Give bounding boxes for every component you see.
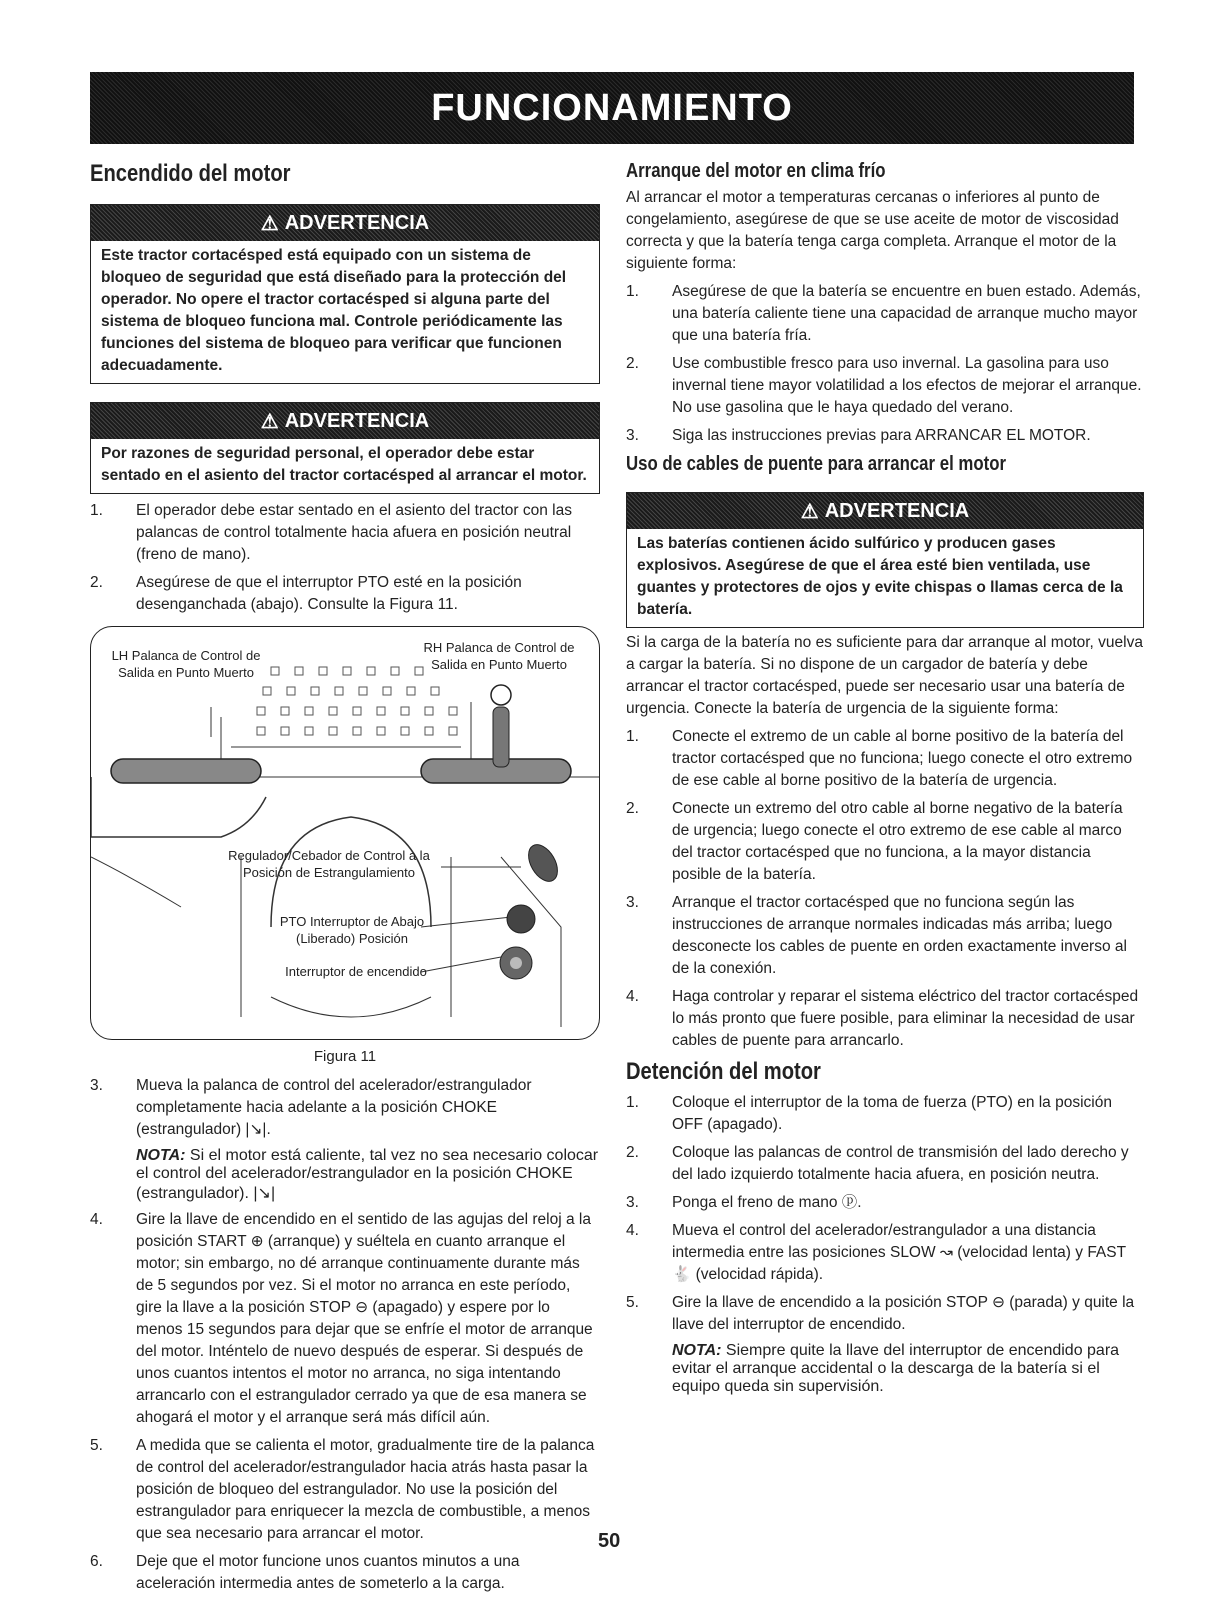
list-item: 4. Mueva el control del acelerador/estrangulador a una distancia intermedia entre las posiciones SLOW ↝ (velocidad lenta) y FAST 🐇 (velocidad rápida). [626,1222,1126,1283]
list-item: 3. Arranque el tractor cortacésped que no funciona según las instrucciones de arranque normales indicadas más arriba; luego desconecte los cables de puente en orden exactamente inverso al de la conexión. [626,894,1127,977]
cold-steps [626,281,1144,447]
heading-stop-engine: Detención del motor [626,1058,821,1085]
list-item: 2. Use combustible fresco para uso invernal. La gasolina para uso invernal tiene mayor volatilidad a los efectos de mejorar el arranque. No use gasolina que le haya quedado del verano. [626,355,1142,416]
list-item: 3. Mueva la palanca de control del acelerador/estrangulador completamente hacia adelante a la posición CHOKE (estrangulador) |↘|. [90,1077,532,1138]
list-item: 4. Gire la llave de encendido en el sentido de las agujas del reloj a la posición START ⊕ (arranque) y suéltela en cuanto arranque el motor; sin embargo, no dé arranque continuamente durante más de 5 segundos por vez. Si el motor no arranca en este período, gire la llave a la posición STOP ⊖ (apagado) y espere por lo menos 15 segundos para dejar que se enfríe el motor de arranque del motor. Inténtelo de nuevo después de esperar. Si después de unos cuantos intentos el motor no arranca, no siga intentando arrancarlo con el estrangulador cerrado ya que de esa manera se ahogará el motor y el arranque será más difícil aún. [90,1211,593,1426]
list-item: 3. Ponga el freno de mano ⓟ. [626,1194,862,1211]
throttle-label: Regulador/Cebador de Control a la Posición de Estrangulamiento [228,848,430,880]
warning-header: ⚠ ADVERTENCIA [91,205,599,241]
list-item: 2. Conecte un extremo del otro cable al borne negativo de la batería de urgencia; luego conecte el otro extremo de ese cable al marco del tractor cortacésped que no funciona, a la mayor distancia posible de la batería. [626,800,1123,883]
list-item: 1. Conecte el extremo de un cable al borne positivo de la batería del tractor cortacésped que no funciona; luego conecte el otro extremo de ese cable al borne positivo de la batería de urgencia. [626,728,1133,789]
warning-triangle-icon: ⚠ [260,410,279,433]
list-item: 2. Coloque las palancas de control de transmisión del lado derecho y del lado izquierdo totalmente hacia afuera, en posición neutra. [626,1144,1129,1183]
page-number: 50 [598,1530,621,1552]
heading-start-engine: Encendido del motor [90,160,291,187]
warning-text: Las baterías contienen ácido sulfúrico y producen gases explosivos. Asegúrese de que el área esté bien ventilada, use guantes y protectores de ojos y evite chispas o llamas cerca de la batería. [637,535,1123,618]
stop-steps [626,1092,1144,1336]
warning-box-seated [90,402,600,494]
cold-intro: Al arrancar el motor a temperaturas cercanas o inferiores al punto de congelamiento, asegúrese de que se use aceite de motor de viscosidad correcta y que la batería tenga carga completa. Arranque el motor de la siguiente forma: [626,189,1119,272]
figure-caption: Figura 11 [313,1048,377,1065]
list-item: 1. El operador debe estar sentado en el asiento del tractor con las palancas de control totalmente hacia afuera en posición neutral (freno de mano). [90,502,572,563]
section-banner [90,72,1134,144]
list-item: 6. Deje que el motor funcione unos cuantos minutos a una aceleración intermedia antes de someterlo a la carga. [90,1553,520,1592]
list-item: 4. Haga controlar y reparar el sistema eléctrico del tractor cortacésped lo más pronto que fuere posible, para eliminar la necesidad de usar cables de puente para arrancarlo. [626,988,1139,1049]
warning-header: ⚠ ADVERTENCIA [627,493,1143,529]
jump-intro: Si la carga de la batería no es suficiente para dar arranque al motor, vuelva a cargar la batería. Si no dispone de un cargador de batería y debe arrancar el tractor cortacésped, puede ser necesario usar una batería de urgencia. Conecte la batería de urgencia de la siguiente forma: [626,634,1143,717]
note-remove-key: NOTA: Siempre quite la llave del interruptor de encendido para evitar el arranque accidental o la descarga de la batería si el equipo queda sin supervisión. [672,1342,1120,1395]
heading-cold-start: Arranque del motor en clima frío [626,160,886,182]
heading-jump-start: Uso de cables de puente para arrancar el motor [626,453,1007,475]
warning-box-battery [626,492,1144,628]
list-item: 2. Asegúrese de que el interruptor PTO esté en la posición desenganchada (abajo). Consulte la Figura 11. [90,574,522,613]
steps-list-b [90,1075,600,1141]
rh-lever-label: RH Palanca de Control de Salida en Punto Muerto [423,640,575,672]
figure-11 [90,626,600,1040]
ignition-label: Interruptor de encendido [285,964,427,979]
seat-vent-grid [257,667,457,735]
pto-label: PTO Interruptor de Abajo (Liberado) Posición [279,914,425,946]
steps-list-c [90,1209,600,1595]
list-item: 1. Coloque el interruptor de la toma de fuerza (PTO) en la posición OFF (apagado). [626,1094,1112,1133]
warning-triangle-icon: ⚠ [800,500,819,523]
warning-text: Este tractor cortacésped está equipado con un sistema de bloqueo de seguridad que está diseñado para la protección del operador. No opere el tractor cortacésped si alguna parte del sistema de bloqueo funciona mal. Controle periódicamente las funciones del sistema de bloqueo para verificar que funcionen adecuadamente. [101,247,567,374]
warning-header: ⚠ ADVERTENCIA [91,403,599,439]
list-item: 3. Siga las instrucciones previas para ARRANCAR EL MOTOR. [626,427,1091,444]
jump-steps [626,726,1144,1052]
section-title: FUNCIONAMIENTO [431,86,793,129]
lh-control-lever [111,759,261,783]
steps-list-a [90,500,600,616]
left-column [90,160,600,1601]
choke-knob [493,707,509,767]
note-choke: NOTA: Si el motor está caliente, tal vez no sea necesario colocar el control del acelerador/estrangulador en la posición CHOKE (estrangulador). |↘| [136,1147,599,1202]
throttle-lever-knob [523,840,564,887]
warning-box-interlock [90,204,600,384]
list-item: 1. Asegúrese de que la batería se encuentre en buen estado. Además, una batería caliente tiene una capacidad de arranque mucho mayor que una batería fría. [626,283,1141,344]
pto-switch-knob [507,905,535,933]
right-column [626,160,1144,1402]
list-item: 5. A medida que se calienta el motor, gradualmente tire de la palanca de control del acelerador/estrangulador hacia atrás hasta pasar la posición de bloqueo del estrangulador. No use la posición del estrangulador para enriquecer la mezcla de combustible, a menos que sea necesario para arrancar el motor. [90,1437,595,1542]
lh-lever-label: LH Palanca de Control de Salida en Punto Muerto [111,648,261,680]
list-item: 5. Gire la llave de encendido a la posición STOP ⊖ (parada) y quite la llave del interruptor de encendido. [626,1294,1135,1333]
warning-triangle-icon: ⚠ [260,212,279,235]
warning-text: Por razones de seguridad personal, el operador debe estar sentado en el asiento del tractor cortacésped al arrancar el motor. [101,445,587,484]
